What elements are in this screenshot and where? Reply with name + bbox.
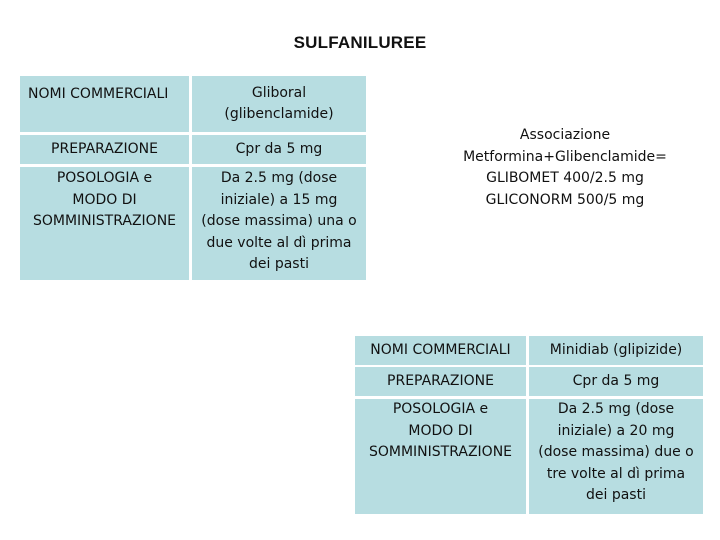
table1-value-preparazione: Cpr da 5 mg [192,135,366,164]
table1-label-posologia: POSOLOGIA e MODO DI SOMMINISTRAZIONE [20,167,189,280]
table2-value-nomi-commerciali: Minidiab (glipizide) [529,336,703,365]
association-note: Associazione Metformina+Glibenclamide= GLIBOMET 400/2.5 mg GLICONORM 500/5 mg [463,127,667,208]
table2-value-posologia: Da 2.5 mg (dose iniziale) a 20 mg (dose massima) due o tre volte al dì prima dei pasti [529,399,703,514]
table2-value-preparazione: Cpr da 5 mg [529,367,703,396]
table2-label-posologia: POSOLOGIA e MODO DI SOMMINISTRAZIONE [355,399,526,514]
table2-label-preparazione: PREPARAZIONE [355,367,526,396]
table1-value-posologia: Da 2.5 mg (dose iniziale) a 15 mg (dose massima) una o due volte al dì prima dei pasti [192,167,366,280]
table1-label-preparazione: PREPARAZIONE [20,135,189,164]
table2-label-nomi-commerciali: NOMI COMMERCIALI [355,336,526,365]
table1-label-nomi-commerciali: NOMI COMMERCIALI [20,76,189,132]
table1-value-nomi-commerciali: Gliboral (glibenclamide) [192,76,366,132]
page-title: SULFANILUREE [293,33,427,52]
